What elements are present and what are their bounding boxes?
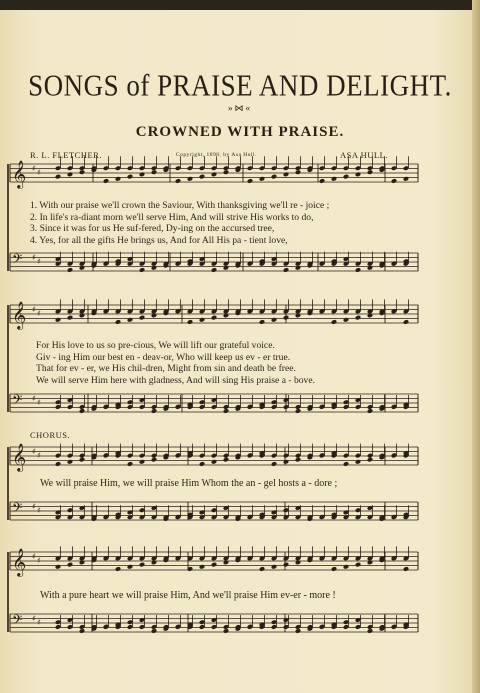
note-head	[67, 267, 73, 273]
note-head	[271, 317, 277, 323]
note-head	[199, 461, 205, 467]
note-head	[343, 564, 349, 570]
note-head	[283, 562, 289, 568]
sharp-sign: ♯	[32, 447, 36, 456]
note-head	[295, 265, 301, 271]
verse-line: 2. In life's ra-diant morn we'll serve Him, And will strive His works to do,	[30, 211, 314, 223]
note-head	[331, 319, 337, 325]
note-head	[79, 169, 85, 175]
composer-credit: ASA HULL.	[340, 150, 388, 160]
note-head	[103, 178, 109, 184]
sharp-sign: ♯	[37, 257, 41, 266]
note-head	[223, 628, 229, 634]
note-head	[139, 172, 145, 178]
sharp-sign: ♯	[37, 398, 41, 407]
note-head	[283, 315, 289, 321]
note-head	[79, 265, 85, 271]
note-head	[343, 461, 349, 467]
note-head	[55, 564, 61, 570]
hymn-title: CROWNED WITH PRAISE.	[135, 124, 345, 140]
note-head	[79, 560, 85, 566]
verses-part2	[36, 340, 426, 386]
note-head	[115, 566, 121, 572]
note-head	[295, 628, 301, 634]
note-head	[403, 176, 409, 182]
note-head	[211, 562, 217, 568]
bass-clef: 𝄢	[12, 251, 23, 270]
note-head	[259, 566, 265, 572]
note-head	[343, 174, 349, 180]
note-head	[139, 562, 145, 568]
sharp-sign: ♯	[32, 253, 36, 262]
note-head	[115, 176, 121, 182]
sharp-sign: ♯	[32, 164, 36, 173]
note-head	[139, 459, 145, 465]
sharp-sign: ♯	[37, 451, 41, 460]
sharp-sign: ♯	[32, 502, 36, 511]
note-head	[199, 564, 205, 570]
note-head	[187, 176, 193, 182]
note-head	[175, 178, 181, 184]
note-head	[127, 564, 133, 570]
note-head	[223, 265, 229, 271]
note-head	[187, 319, 193, 325]
note-head	[127, 317, 133, 323]
note-head	[319, 178, 325, 184]
note-head	[367, 560, 373, 566]
note-head	[55, 174, 61, 180]
sharp-sign: ♯	[32, 614, 36, 623]
note-head	[283, 267, 289, 273]
note-head	[55, 317, 61, 323]
note-head	[331, 566, 337, 572]
note-head	[151, 560, 157, 566]
sharp-sign: ♯	[37, 618, 41, 627]
note-head	[355, 315, 361, 321]
treble-clef: 𝄞	[12, 443, 27, 471]
sharp-sign: ♯	[37, 309, 41, 318]
chorus-line-2: With a pure heart we will praise Him, And we'll praise Him ev-er - more !	[40, 590, 336, 601]
note-head	[115, 319, 121, 325]
note-head	[199, 174, 205, 180]
note-head	[151, 457, 157, 463]
sharp-sign: ♯	[37, 168, 41, 177]
note-head	[67, 315, 73, 321]
note-head	[391, 178, 397, 184]
note-head	[79, 313, 85, 319]
sharp-sign: ♯	[32, 394, 36, 403]
note-head	[211, 315, 217, 321]
note-head	[223, 169, 229, 175]
book-title: SONGS of PRAISE AND DELIGHT.	[28, 67, 452, 103]
note-head	[367, 457, 373, 463]
note-head	[211, 267, 217, 273]
verse-line: For His love to us so pre-cious, We will lift our grateful voice.	[36, 340, 275, 351]
author-credit: R. L. FLETCHER.	[30, 150, 102, 160]
note-head	[199, 317, 205, 323]
note-head	[79, 628, 85, 634]
note-head	[331, 176, 337, 182]
note-head	[355, 172, 361, 178]
note-head	[259, 176, 265, 182]
note-head	[127, 174, 133, 180]
verse-line: 4. Yes, for all the gifts He brings us, And for All His pa - tient love,	[30, 234, 288, 246]
note-head	[223, 313, 229, 319]
note-head	[55, 461, 61, 467]
note-head	[151, 408, 157, 414]
note-head	[127, 461, 133, 467]
note-head	[259, 319, 265, 325]
note-head	[271, 174, 277, 180]
note-head	[403, 319, 409, 325]
verse-line: Giv - ing Him our best en - deav-or, Who will keep us ev - er true.	[36, 351, 291, 363]
note-head	[295, 169, 301, 175]
verse-line: We will serve Him here with gladness, And will sing His praise a - bove.	[36, 374, 315, 386]
sharp-sign: ♯	[32, 552, 36, 561]
bass-clef: 𝄢	[12, 612, 23, 631]
note-head	[151, 265, 157, 271]
note-head	[367, 169, 373, 175]
note-head	[139, 315, 145, 321]
note-head	[367, 628, 373, 634]
verse-line: 3. Since it was for us He suf-fered, Dy-ing on the accursed tree,	[30, 223, 275, 235]
bass-clef: 𝄢	[12, 392, 23, 411]
note-head	[211, 172, 217, 178]
note-head	[367, 265, 373, 271]
verse-line: That for ev - er, we His chil-dren, Might from sin and death be free.	[36, 363, 296, 375]
treble-clef: 𝄞	[12, 160, 27, 188]
note-head	[223, 457, 229, 463]
note-head	[367, 408, 373, 414]
bass-clef: 𝄢	[12, 500, 23, 519]
ornament-divider: »⋈«	[228, 103, 252, 113]
note-head	[223, 408, 229, 414]
note-head	[271, 564, 277, 570]
note-head	[283, 172, 289, 178]
note-head	[151, 313, 157, 319]
note-head	[295, 457, 301, 463]
note-head	[139, 267, 145, 273]
note-head	[247, 178, 253, 184]
note-head	[67, 459, 73, 465]
note-head	[295, 408, 301, 414]
chorus-line-1: We will praise Him, we will praise Him Whom the an - gel hosts a - dore ;	[40, 478, 338, 489]
treble-clef: 𝄞	[12, 301, 27, 329]
verses-part1	[30, 200, 420, 246]
verse-line: 1. With our praise we'll crown the Saviour, With thanksgiving we'll re - joice ;	[30, 200, 330, 211]
note-head	[295, 560, 301, 566]
note-head	[403, 566, 409, 572]
note-head	[355, 267, 361, 273]
note-head	[151, 628, 157, 634]
treble-clef: 𝄞	[12, 548, 27, 576]
note-head	[343, 317, 349, 323]
note-head	[67, 562, 73, 568]
sharp-sign: ♯	[37, 556, 41, 565]
note-head	[355, 459, 361, 465]
sharp-sign: ♯	[37, 506, 41, 515]
note-head	[79, 408, 85, 414]
note-head	[67, 172, 73, 178]
note-head	[283, 459, 289, 465]
note-head	[355, 562, 361, 568]
chorus-label: CHORUS.	[30, 430, 71, 440]
copyright-notice: Copyright, 1898, by Asa Hull.	[176, 152, 257, 158]
note-head	[79, 457, 85, 463]
note-head	[151, 169, 157, 175]
note-head	[223, 560, 229, 566]
note-head	[295, 313, 301, 319]
note-head	[367, 313, 373, 319]
note-head	[271, 461, 277, 467]
sharp-sign: ♯	[32, 305, 36, 314]
note-head	[211, 459, 217, 465]
